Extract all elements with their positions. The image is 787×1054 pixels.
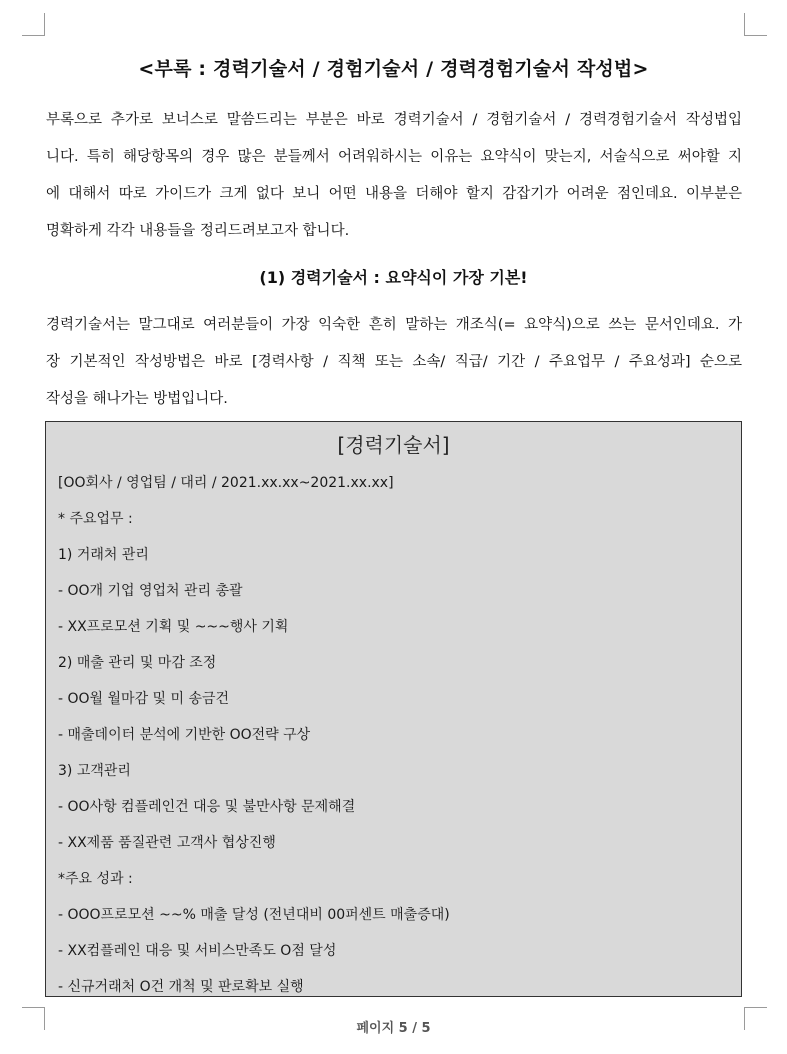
example-line: *주요 성과 : <box>58 871 133 887</box>
example-line: 2) 매출 관리 및 마감 조정 <box>58 655 217 671</box>
intro-line: 니다. 특히 해당항목의 경우 많은 분들께서 어려워하시는 이유는 요약식이 맞는지, 서술식으로 써야할 지 <box>46 149 742 165</box>
example-line: - 신규거래처 O건 개척 및 판로확보 실행 <box>58 979 304 995</box>
intro-paragraph <box>46 110 742 258</box>
example-line: - 매출데이터 분석에 기반한 OO전략 구상 <box>58 727 311 743</box>
section-paragraph <box>46 315 742 426</box>
example-line: - XX제품 품질관련 고객사 협상진행 <box>58 835 276 851</box>
example-box <box>45 421 742 997</box>
page-number: 페이지 5 / 5 <box>356 1021 431 1036</box>
example-line: 3) 고객관리 <box>58 763 131 779</box>
section-heading: (1) 경력기술서 : 요약식이 가장 기본! <box>259 268 528 287</box>
section-line: 작성을 해나가는 방법입니다. <box>46 391 228 407</box>
document-title: <부록 : 경력기술서 / 경험기술서 / 경력경험기술서 작성법> <box>138 58 649 80</box>
example-line: - XX컴플레인 대응 및 서비스만족도 O점 달성 <box>58 943 337 959</box>
example-line: - OO사항 컴플레인건 대응 및 불만사항 문제해결 <box>58 799 356 815</box>
example-line: 1) 거래처 관리 <box>58 547 149 563</box>
intro-line: 에 대해서 따로 가이드가 크게 없다 보니 어떤 내용을 더해야 할지 감잡기가 어려운 점인데요. 이부분은 <box>46 186 742 202</box>
example-line: [OO회사 / 영업팀 / 대리 / 2021.xx.xx~2021.xx.xx] <box>58 475 394 491</box>
crop-mark-top-left <box>22 13 45 36</box>
section-line: 경력기술서는 말그대로 여러분들이 가장 익숙한 흔히 말하는 개조식(= 요약식)으로 쓰는 문서인데요. 가 <box>46 317 742 333</box>
example-line: - OO월 월마감 및 미 송금건 <box>58 691 230 707</box>
example-box-title: [경력기술서] <box>337 433 450 457</box>
example-line: - OOO프로모션 ~~% 매출 달성 (전년대비 00퍼센트 매출증대) <box>58 907 450 923</box>
intro-line: 부록으로 추가로 보너스로 말씀드리는 부분은 바로 경력기술서 / 경험기술서 / 경력경험기술서 작성법입 <box>46 112 742 128</box>
intro-line: 명확하게 각각 내용들을 정리드려보고자 합니다. <box>46 223 350 239</box>
example-line: * 주요업무 : <box>58 511 133 527</box>
section-line: 장 기본적인 작성방법은 바로 [경력사항 / 직책 또는 소속/ 직급/ 기간 / 주요업무 / 주요성과] 순으로 <box>46 354 742 370</box>
example-line: - OO개 기업 영업처 관리 총괄 <box>58 583 243 599</box>
crop-mark-top-right <box>744 13 767 36</box>
example-line: - XX프로모션 기획 및 ~~~행사 기획 <box>58 619 289 635</box>
